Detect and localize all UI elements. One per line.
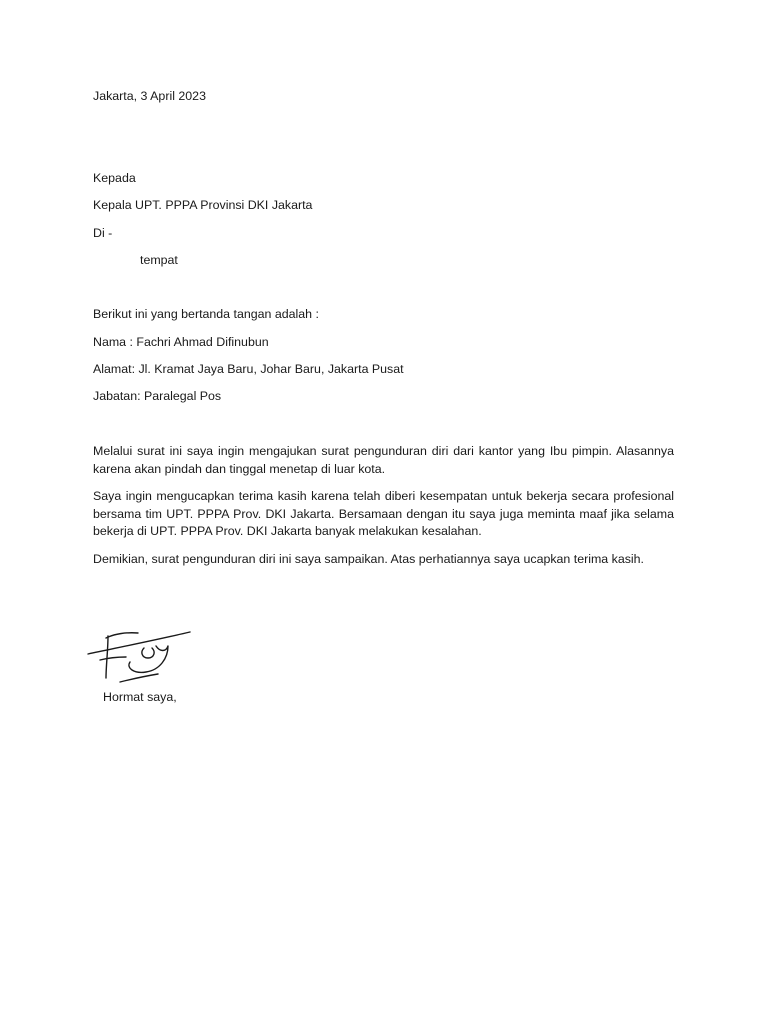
recipient-salutation: Kepada: [93, 171, 136, 185]
body-paragraph-2: Saya ingin mengucapkan terima kasih karena telah diberi kesempatan untuk bekerja secara profesional bersama tim UPT. PPPA Prov. DKI Jakarta. Bersamaan dengan itu saya juga meminta maaf jika selama bekerja di UPT. PPPA Prov. DKI Jakarta banyak melakukan kesalahan.: [93, 489, 674, 538]
body-paragraph-3: Demikian, surat pengunduran diri ini saya sampaikan. Atas perhatiannya saya ucapkan terima kasih.: [93, 552, 645, 566]
identity-address: Alamat: Jl. Kramat Jaya Baru, Johar Baru, Jakarta Pusat: [93, 362, 404, 376]
closing-phrase: Hormat saya,: [103, 690, 177, 704]
recipient-place: tempat: [140, 253, 178, 267]
intro-statement: Berikut ini yang bertanda tangan adalah :: [93, 307, 319, 321]
letter-date: Jakarta, 3 April 2023: [93, 89, 206, 103]
recipient-prefix: Di -: [93, 226, 113, 240]
body-paragraph-1: Melalui surat ini saya ingin mengajukan surat pengunduran diri dari kantor yang Ibu pimpin. Alasannya karena akan pindah dan tinggal menetap di luar kota.: [93, 444, 674, 476]
identity-position: Jabatan: Paralegal Pos: [93, 389, 222, 403]
handwritten-signature: [86, 628, 196, 686]
recipient-title: Kepala UPT. PPPA Provinsi DKI Jakarta: [93, 198, 313, 212]
identity-name: Nama : Fachri Ahmad Difinubun: [93, 335, 269, 349]
